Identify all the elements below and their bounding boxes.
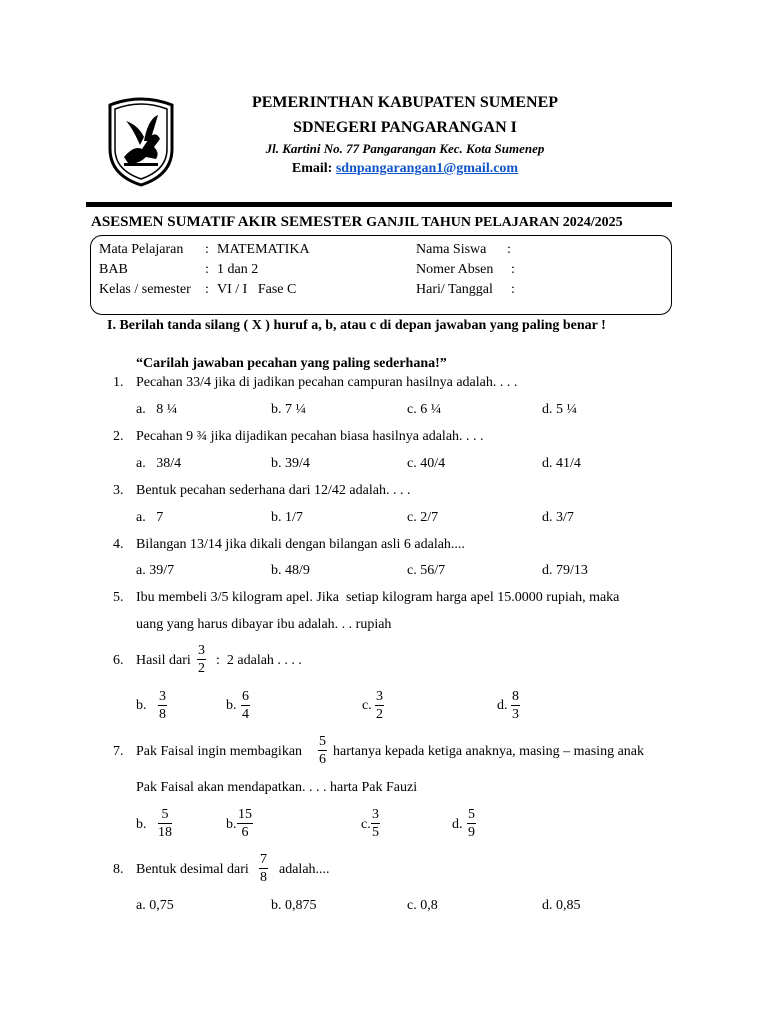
option-a[interactable]: a. 38/4 — [136, 456, 182, 471]
question-text: Pecahan 33/4 jika di jadikan pecahan campuran hasilnya adalah. . . . — [136, 375, 518, 390]
fraction-denominator: 2 — [198, 661, 205, 676]
info-value-bab: 1 dan 2 — [217, 262, 259, 277]
question-number: 2. — [113, 429, 124, 444]
question-number: 3. — [113, 483, 124, 498]
fraction — [197, 642, 206, 677]
option-d[interactable]: d. 3/7 — [542, 510, 574, 525]
option-b-label[interactable]: b. — [226, 698, 237, 713]
option-a-label[interactable]: b. — [136, 698, 147, 713]
option-d-fraction[interactable] — [467, 806, 476, 841]
fraction-denominator: 5 — [372, 825, 379, 840]
fraction-numerator: 3 — [198, 643, 205, 658]
option-c[interactable]: c. 56/7 — [407, 563, 446, 578]
question-text: Pak Faisal ingin membagikan — [136, 744, 303, 759]
option-d[interactable]: d. 41/4 — [542, 456, 581, 471]
info-colon: : — [205, 242, 209, 257]
fraction — [318, 733, 327, 768]
fraction-numerator: 3 — [159, 689, 166, 704]
info-label-class: Kelas / semester — [99, 282, 191, 297]
assessment-title-rest: GANJIL TAHUN PELAJARAN 2024/2025 — [366, 215, 623, 230]
question-text-after: hartanya kepada ketiga anaknya, masing – masing anak — [333, 744, 644, 759]
info-label-name: Nama Siswa — [416, 242, 487, 257]
question-text: Pecahan 9 ¾ jika dijadikan pecahan biasa hasilnya adalah. . . . — [136, 429, 484, 444]
option-c[interactable]: c. 2/7 — [407, 510, 439, 525]
option-c-label[interactable]: c. — [362, 698, 372, 713]
assessment-title-main: ASESMEN SUMATIF AKIR SEMESTER — [91, 214, 363, 230]
email-link[interactable]: sdnpangarangan1@gmail.com — [335, 161, 519, 176]
fraction-numerator: 8 — [512, 689, 519, 704]
header-address: Jl. Kartini No. 77 Pangarangan Kec. Kota Sumenep — [265, 141, 545, 156]
fraction-numerator: 3 — [376, 689, 383, 704]
question-text: Bilangan 13/14 jika dikali dengan bilangan asli 6 adalah.... — [136, 537, 465, 552]
fraction — [259, 851, 268, 886]
info-colon: : — [507, 242, 511, 257]
option-a-label[interactable]: b. — [136, 817, 147, 832]
question-text: Bentuk desimal dari — [136, 862, 249, 877]
section-instruction: I. Berilah tanda silang ( X ) huruf a, b, atau c di depan jawaban yang paling benar ! — [107, 318, 606, 333]
question-text-continued: uang yang harus dibayar ibu adalah. . . rupiah — [136, 617, 392, 632]
option-c-label[interactable]: c. — [361, 817, 371, 832]
header-email-line — [180, 161, 630, 177]
option-d-label[interactable]: d. — [497, 698, 508, 713]
option-a-fraction[interactable] — [158, 806, 172, 841]
option-b-fraction[interactable] — [237, 806, 253, 841]
option-d[interactable]: d. 79/13 — [542, 563, 588, 578]
info-value-subject: MATEMATIKA — [217, 242, 310, 257]
fraction-denominator: 3 — [512, 707, 519, 722]
info-value-class: VI / I Fase C — [217, 282, 297, 297]
info-label-absen: Nomer Absen — [416, 262, 494, 277]
option-a[interactable]: a. 8 ¼ — [136, 402, 178, 417]
question-text-after: : 2 adalah . . . . — [216, 653, 302, 668]
fraction-denominator: 4 — [242, 707, 249, 722]
email-label: Email: — [291, 161, 333, 176]
fraction-denominator: 8 — [260, 870, 267, 885]
fraction-denominator: 2 — [376, 707, 383, 722]
fraction-numerator: 3 — [372, 807, 379, 822]
option-a[interactable]: a. 7 — [136, 510, 164, 525]
info-colon: : — [511, 282, 515, 297]
header-divider — [86, 202, 672, 207]
option-d-label[interactable]: d. — [452, 817, 463, 832]
question-number: 4. — [113, 537, 124, 552]
fraction-denominator: 6 — [319, 752, 326, 767]
option-b[interactable]: b. 1/7 — [271, 510, 303, 525]
option-b[interactable]: b. 0,875 — [271, 898, 317, 913]
fraction-numerator: 6 — [242, 689, 249, 704]
option-d-fraction[interactable] — [511, 688, 520, 723]
header-school-name: SDNEGERI PANGARANGAN I — [293, 119, 517, 136]
option-a[interactable]: a. 0,75 — [136, 898, 174, 913]
info-label-subject: Mata Pelajaran — [99, 242, 184, 257]
option-c-fraction[interactable] — [375, 688, 384, 723]
option-c-fraction[interactable] — [371, 806, 380, 841]
fraction-numerator: 5 — [319, 734, 326, 749]
option-a-fraction[interactable] — [158, 688, 167, 723]
option-d[interactable]: d. 0,85 — [542, 898, 581, 913]
fraction-denominator: 6 — [241, 825, 249, 840]
instruction-quote: “Carilah jawaban pecahan yang paling sederhana!” — [136, 356, 447, 371]
option-c[interactable]: c. 40/4 — [407, 456, 446, 471]
question-text: Bentuk pecahan sederhana dari 12/42 adalah. . . . — [136, 483, 411, 498]
option-b[interactable]: b. 48/9 — [271, 563, 310, 578]
fraction-numerator: 5 — [158, 806, 172, 824]
question-text-after: adalah.... — [279, 862, 330, 877]
question-number: 8. — [113, 862, 124, 877]
question-text: Ibu membeli 3/5 kilogram apel. Jika setiap kilogram harga apel 15.0000 rupiah, maka — [136, 590, 620, 605]
fraction-numerator: 15 — [238, 807, 252, 822]
question-number: 1. — [113, 375, 124, 390]
option-c[interactable]: c. 6 ¼ — [407, 402, 442, 417]
question-text-continued: Pak Faisal akan mendapatkan. . . . harta Pak Fauzi — [136, 780, 418, 795]
fraction-numerator: 7 — [260, 852, 267, 867]
info-colon: : — [205, 282, 209, 297]
option-b[interactable]: b. 7 ¼ — [271, 402, 306, 417]
option-b-fraction[interactable] — [241, 688, 250, 723]
school-logo — [104, 97, 178, 187]
option-a[interactable]: a. 39/7 — [136, 563, 175, 578]
question-number: 7. — [113, 744, 124, 759]
info-label-bab: BAB — [99, 262, 128, 277]
question-text: Hasil dari — [136, 653, 191, 668]
question-number: 6. — [113, 653, 124, 668]
option-b-label[interactable]: b. — [226, 817, 237, 832]
assessment-title — [91, 214, 623, 231]
header-government: PEMERINTHAN KABUPATEN SUMENEP — [251, 94, 559, 111]
fraction-denominator: 8 — [159, 707, 166, 722]
info-colon: : — [511, 262, 515, 277]
info-label-date: Hari/ Tanggal — [416, 282, 493, 297]
fraction-denominator: 9 — [468, 825, 475, 840]
option-c[interactable]: c. 0,8 — [407, 898, 438, 913]
info-colon: : — [205, 262, 209, 277]
question-number: 5. — [113, 590, 124, 605]
fraction-numerator: 5 — [468, 807, 475, 822]
option-b[interactable]: b. 39/4 — [271, 456, 310, 471]
fraction-denominator: 18 — [158, 825, 172, 840]
option-d[interactable]: d. 5 ¼ — [542, 402, 577, 417]
